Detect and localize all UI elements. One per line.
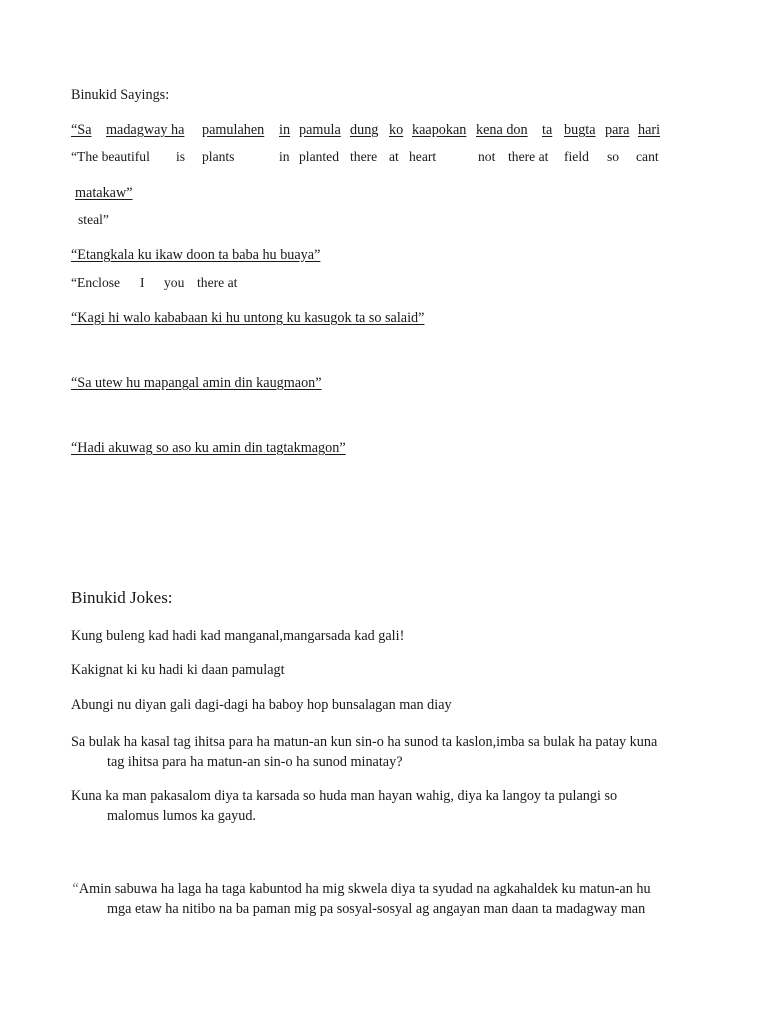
saying-1-continuation: matakaw” <box>75 185 133 201</box>
saying-2: “Etangkala ku ikaw doon ta baba hu buaya” <box>71 247 321 263</box>
gloss-word: “Enclose <box>71 275 121 290</box>
joke-5-line-2: malomus lumos ka gayud. <box>107 808 256 824</box>
saying-1-continuation-gloss: steal” <box>78 212 109 227</box>
saying-1-word: bugta <box>564 122 596 138</box>
gloss-word: field <box>564 149 589 164</box>
gloss-word: there <box>350 149 378 164</box>
saying-3: “Kagi hi walo kababaan ki hu untong ku kasugok ta so salaid” <box>71 310 425 326</box>
saying-1-word: ko <box>389 122 404 138</box>
saying-1-word: para <box>605 122 630 138</box>
saying-1-word: pamulahen <box>202 122 265 138</box>
joke-4-line-2: tag ihitsa para ha matun-an sin-o ha sunod minatay? <box>107 754 403 770</box>
joke-5-line-1: Kuna ka man pakasalom diya ta karsada so huda man hayan wahig, diya ka langoy ta pulangi so <box>71 788 618 804</box>
saying-1-word: dung <box>350 122 379 138</box>
saying-1-word: “Sa <box>71 122 92 138</box>
saying-1-word: madagway ha <box>106 122 185 138</box>
gloss-word: at <box>389 149 399 164</box>
joke-6-line-1 <box>71 879 711 899</box>
saying-1-word: kaapokan <box>412 122 467 138</box>
gloss-word: “The beautiful <box>71 149 150 164</box>
gloss-word: is <box>176 149 186 164</box>
joke-6-text: Amin sabuwa ha laga ha taga kabuntod ha mig skwela diya ta syudad na agkahaldek ku matun-an hu <box>78 881 651 897</box>
saying-1-word: kena don <box>476 122 528 138</box>
saying-5: “Hadi akuwag so aso ku amin din tagtakmagon” <box>71 440 346 456</box>
joke-3: Abungi nu diyan gali dagi-dagi ha baboy hop bunsalagan man diay <box>71 697 452 713</box>
gloss-word: planted <box>299 149 340 164</box>
joke-2: Kakignat ki ku hadi ki daan pamulagt <box>71 662 285 678</box>
gloss-word: I <box>140 275 145 290</box>
joke-4 <box>71 732 711 772</box>
saying-1-word: pamula <box>299 122 341 138</box>
joke-5 <box>71 786 711 826</box>
gloss-word: there at <box>197 275 238 290</box>
jokes-heading: Binukid Jokes: <box>71 588 173 607</box>
gloss-word: so <box>607 149 620 164</box>
joke-1: Kung buleng kad hadi kad manganal,mangarsada kad gali! <box>71 628 405 644</box>
saying-1-word: ta <box>542 122 553 138</box>
gloss-word: not <box>478 149 496 164</box>
joke-6 <box>71 879 711 919</box>
joke-6-line-2: mga etaw ha nitibo na ba paman mig pa sosyal-sosyal ag angayan man daan ta madagway man <box>107 901 646 917</box>
gloss-word: in <box>279 149 290 164</box>
joke-4-line-1: Sa bulak ha kasal tag ihitsa para ha matun-an kun sin-o ha sunod ta kaslon,imba sa bulak ha patay kuna <box>71 734 658 750</box>
saying-1-word: in <box>279 122 291 138</box>
gloss-word: you <box>164 275 185 290</box>
joke-6-quote-mark: “ <box>71 881 79 897</box>
gloss-word: heart <box>409 149 437 164</box>
gloss-word: plants <box>202 149 235 164</box>
saying-4: “Sa utew hu mapangal amin din kaugmaon” <box>71 375 322 391</box>
gloss-word: there at <box>508 149 549 164</box>
sayings-heading: Binukid Sayings: <box>71 87 170 103</box>
saying-1-word: hari <box>638 122 661 138</box>
gloss-word: cant <box>636 149 659 164</box>
